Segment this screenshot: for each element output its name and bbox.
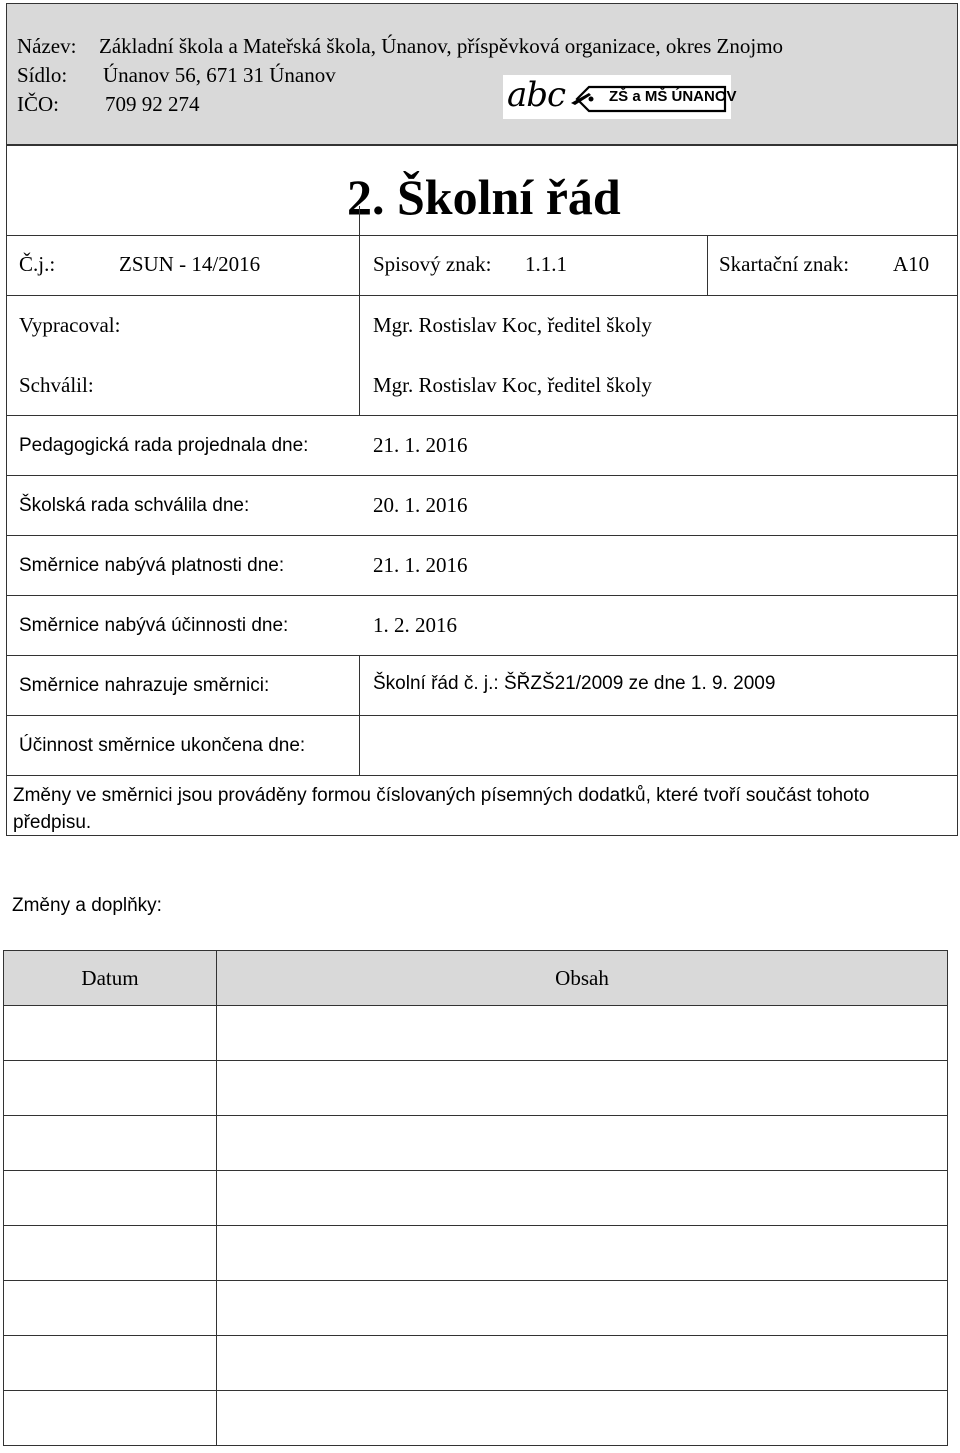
replaces-directive-label: Směrnice nahrazuje směrnici: <box>19 675 270 696</box>
ref-number-label: Č.j.: <box>19 252 56 276</box>
content-cell <box>217 1226 948 1281</box>
date-cell <box>4 1116 217 1171</box>
pedagogical-board-value: 21. 1. 2016 <box>373 433 468 457</box>
prepared-by-label: Vypracoval: <box>19 313 121 337</box>
shred-sign-label: Skartační znak: <box>719 252 850 276</box>
table-row <box>4 1116 948 1171</box>
replaces-directive-value: Školní řád č. j.: ŠŘZŠ21/2009 ze dne 1. 9. 2009 <box>373 673 776 694</box>
column-header-date: Datum <box>4 951 217 1006</box>
content-cell <box>217 1061 948 1116</box>
table-row <box>4 1226 948 1281</box>
prepared-by-value: Mgr. Rostislav Koc, ředitel školy <box>373 313 652 337</box>
date-cell <box>4 1006 217 1061</box>
validity-date-value: 21. 1. 2016 <box>373 553 468 577</box>
school-ico-line <box>17 92 200 117</box>
changes-label: Změny a doplňky: <box>12 895 162 916</box>
effective-date-label: Směrnice nabývá účinnosti dne: <box>19 615 289 636</box>
school-name-label: Název: <box>17 34 77 58</box>
school-seat-label: Sídlo: <box>17 63 68 87</box>
column-header-content: Obsah <box>217 951 948 1006</box>
date-cell <box>4 1061 217 1116</box>
effective-date-value: 1. 2. 2016 <box>373 613 457 637</box>
approved-by-value: Mgr. Rostislav Koc, ředitel školy <box>373 373 652 397</box>
content-cell <box>217 1171 948 1226</box>
shred-sign-value: A10 <box>893 252 930 276</box>
content-cell <box>217 1391 948 1446</box>
ref-number-value: ZSUN - 14/2016 <box>119 252 261 276</box>
school-ico-value: 709 92 274 <box>105 92 200 116</box>
content-cell <box>217 1281 948 1336</box>
date-cell <box>4 1226 217 1281</box>
school-board-label: Školská rada schválila dne: <box>19 495 250 516</box>
school-logo <box>503 75 737 119</box>
content-cell <box>217 1336 948 1391</box>
changes-notice: Změny ve směrnici jsou prováděny formou číslovaných písemných dodatků, které tvoří součást tohoto předpisu. <box>13 785 870 833</box>
changes-table <box>3 950 948 1446</box>
school-board-value: 20. 1. 2016 <box>373 493 468 517</box>
school-seat-line <box>17 63 336 88</box>
table-row <box>4 1061 948 1116</box>
school-name-value: Základní škola a Mateřská škola, Únanov, příspěvková organizace, okres Znojmo <box>99 34 784 58</box>
school-header <box>6 3 958 145</box>
school-seat-value: Únanov 56, 671 31 Únanov <box>103 63 336 87</box>
approved-by-label: Schválil: <box>19 373 94 397</box>
validity-date-label: Směrnice nabývá platnosti dne: <box>19 555 285 576</box>
school-name-line <box>17 34 784 59</box>
date-cell <box>4 1171 217 1226</box>
date-cell <box>4 1336 217 1391</box>
logo-text: ZŠ a MŠ ÚNANOV <box>609 88 737 105</box>
logo-script: abc <box>507 75 566 115</box>
pedagogical-board-label: Pedagogická rada projednala dne: <box>19 435 309 456</box>
school-ico-label: IČO: <box>17 92 59 116</box>
content-cell <box>217 1006 948 1061</box>
table-row <box>4 1006 948 1061</box>
table-row <box>4 1391 948 1446</box>
table-row <box>4 1281 948 1336</box>
file-sign-label: Spisový znak: <box>373 252 492 276</box>
table-row <box>4 1171 948 1226</box>
date-cell <box>4 1391 217 1446</box>
date-cell <box>4 1281 217 1336</box>
content-cell <box>217 1116 948 1171</box>
termination-date-label: Účinnost směrnice ukončena dne: <box>19 735 306 756</box>
changes-table-header <box>4 951 948 1006</box>
document-info-table <box>6 145 958 836</box>
table-row <box>4 1336 948 1391</box>
page-title: 2. Školní řád <box>347 169 621 225</box>
file-sign-value: 1.1.1 <box>525 252 567 276</box>
